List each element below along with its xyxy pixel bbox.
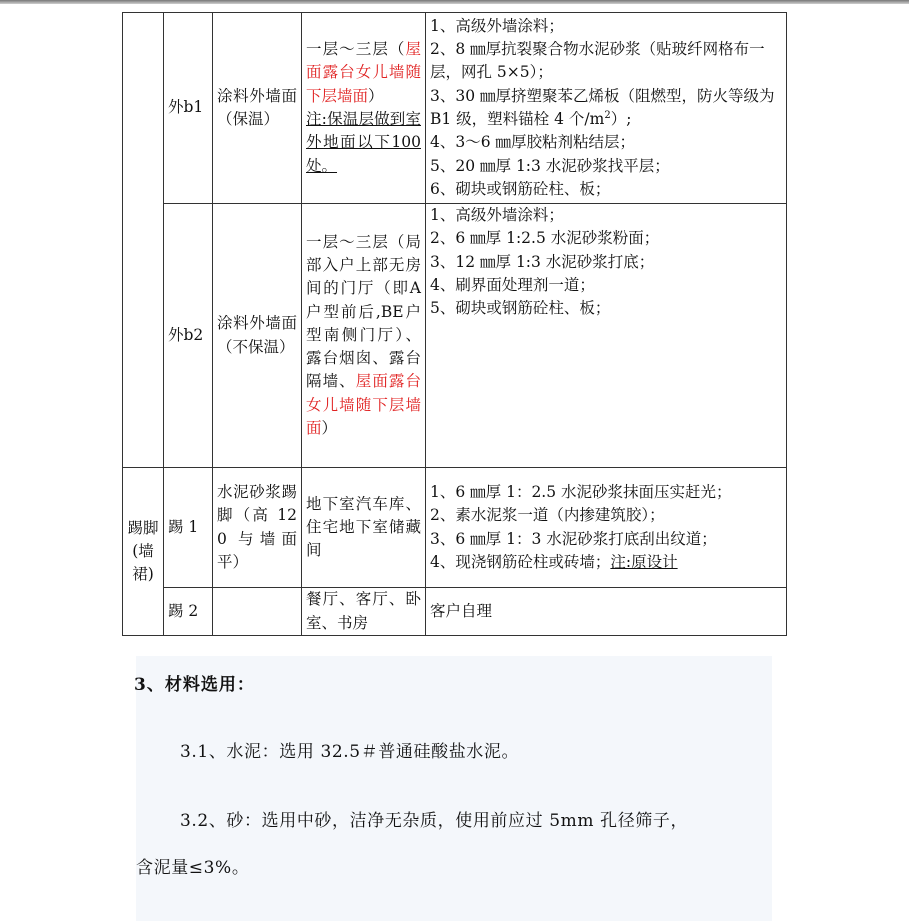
- section-paragraph: 3.2、砂：选用中砂，洁净无杂质，使用前应过 5mm 孔径筛子，: [180, 811, 689, 831]
- name-cell: 涂料外墙面（保温）: [213, 13, 302, 204]
- scope-note: 注:保温层做到室外地面以下100处。: [306, 110, 421, 175]
- steps-cell: 客户自理: [426, 588, 787, 636]
- step-item: 1、高级外墙涂料；: [430, 16, 564, 35]
- section-background: [136, 656, 772, 921]
- code-cell: 踢 2: [164, 588, 213, 636]
- table-row: [123, 588, 787, 636]
- table-row: [123, 204, 787, 468]
- scope-cell: 地下室汽车库、住宅地下室储藏间: [302, 468, 426, 588]
- category-cell: 踢脚(墙裙): [123, 468, 164, 636]
- name-cell: [213, 588, 302, 636]
- step-item: 6、砌块或钢筋砼柱、板；: [430, 179, 611, 198]
- scope-text: 一层～三层（局部入户上部无房间的门厅（即A户型前后,BE户型南侧门厅）、露台烟囱、露台隔墙、: [306, 232, 421, 391]
- scope-cell: [302, 204, 426, 468]
- category-cell-empty: [123, 13, 164, 468]
- steps-cell: [426, 468, 787, 588]
- name-cell: 涂料外墙面（不保温）: [213, 204, 302, 468]
- step-item: 3、12 ㎜厚 1:3 水泥砂浆打底；: [430, 252, 655, 271]
- step-item: 1、6 ㎜厚 1：2.5 水泥砂浆抹面压实赶光；: [430, 482, 732, 501]
- step-item: 3、30 ㎜厚挤塑聚苯乙烯板（阻燃型，防火等级为 B1 级，塑料锚栓 4 个$/m^2$）;: [430, 86, 775, 128]
- scope-cell: [302, 13, 426, 204]
- step-item: 4、3～6 ㎜厚胶粘剂粘结层；: [430, 133, 636, 152]
- step-item: 4、刷界面处理剂一道；: [430, 275, 595, 294]
- superscript: 2: [604, 109, 611, 121]
- code-cell: 踢 1: [164, 468, 213, 588]
- steps-cell: [426, 204, 787, 468]
- steps-cell: [426, 13, 787, 204]
- section-paragraph-continuation: 含泥量≤3%。: [136, 858, 250, 878]
- table-row: [123, 13, 787, 204]
- section-title: 3、材料选用：: [134, 675, 255, 695]
- section-paragraph: 3.1、水泥：选用 32.5＃普通硅酸盐水泥。: [180, 742, 520, 762]
- code-cell: 外b1: [164, 13, 213, 204]
- step-item: 2、8 ㎜厚抗裂聚合物水泥砂浆（贴玻纤网格布一层，网孔 5×5）；: [430, 40, 765, 82]
- step-item: 2、素水泥浆一道（内掺建筑胶）；: [430, 506, 665, 525]
- step-item: 5、20 ㎜厚 1:3 水泥砂浆找平层；: [430, 156, 670, 175]
- scope-text-suffix: ）: [321, 419, 338, 438]
- scope-cell: 餐厅、客厅、卧室、书房: [302, 588, 426, 636]
- name-cell: 水泥砂浆踢脚（高 120 与墙面平）: [213, 468, 302, 588]
- scope-red-text: 屋面露台女儿墙随下层墙面: [306, 40, 421, 105]
- table-row: [123, 468, 787, 588]
- step-item: 4、现浇钢筋砼柱或砖墙；注:原设计: [430, 552, 678, 571]
- scope-red-text: 屋面露台女儿墙随下层墙面: [306, 372, 421, 438]
- code-cell: 外b2: [164, 204, 213, 468]
- construction-spec-table: [122, 12, 787, 636]
- step-note: 注:原设计: [610, 552, 678, 571]
- step-item: 5、砌块或钢筋砼柱、板；: [430, 299, 611, 318]
- step-item: 2、6 ㎜厚 1:2.5 水泥砂浆粉面；: [430, 229, 660, 248]
- scope-text-suffix: ）: [368, 86, 384, 105]
- step-item: 3、6 ㎜厚 1：3 水泥砂浆打底刮出纹道；: [430, 529, 717, 548]
- step-item: 1、高级外墙涂料；: [430, 206, 564, 224]
- top-edge-bar: [0, 0, 909, 4]
- scope-text: 一层～三层（: [306, 40, 406, 59]
